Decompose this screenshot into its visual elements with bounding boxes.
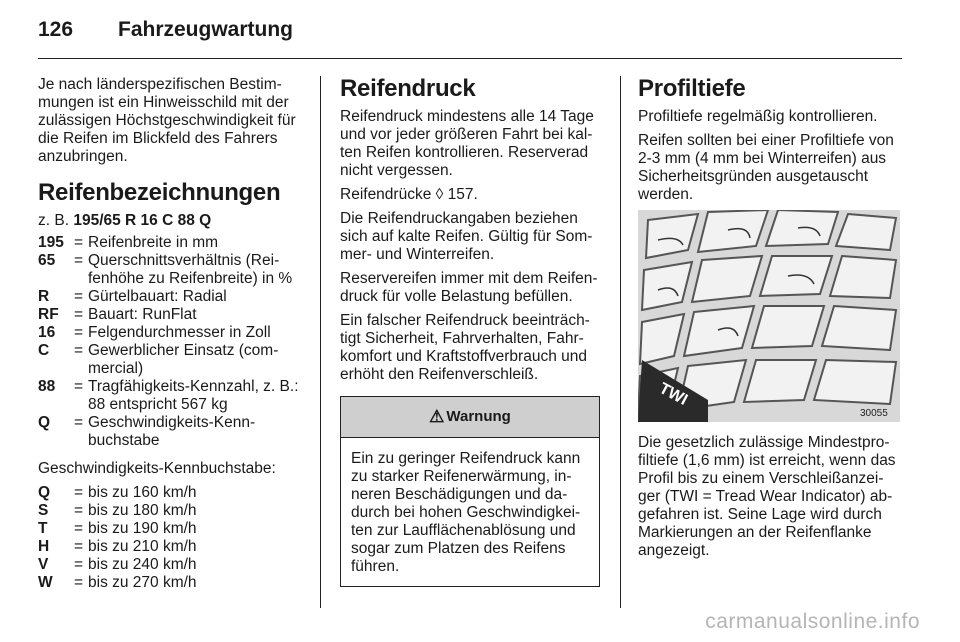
designation-row-equals: =: [74, 306, 84, 323]
designation-row-equals: =: [74, 414, 84, 431]
speed-row-key: Q: [38, 484, 51, 501]
designation-row: [38, 306, 306, 324]
designation-row-equals: =: [74, 288, 84, 305]
designation-row-key: RF: [38, 306, 59, 323]
designation-row-value: Felgendurchmesser in Zoll: [88, 324, 271, 341]
designation-row-key: C: [38, 342, 50, 359]
designation-row-value: Geschwindigkeits-Kenn-buchstabe: [88, 414, 256, 449]
speed-row: [38, 484, 306, 502]
pressure-reference-page[interactable]: 157.: [447, 186, 478, 203]
speed-row-equals: =: [74, 538, 84, 555]
designation-row-value: Querschnittsverhältnis (Rei-fenhöhe zu Reifenbreite) in %: [88, 252, 293, 287]
speed-row-key: W: [38, 574, 53, 591]
tread-paragraph-3: Die gesetzlich zulässige Mindestpro-filtiefe (1,6 mm) ist erreicht, wenn das Profil bis zu einem Verschleißanzei-ger (TWI = Tread Wear Indicator) ab-gefahren ist. Seine Lage wird durch Markierungen an der Reifenflanke angezeigt.: [638, 434, 896, 559]
section-heading-tire-designations: Reifenbezeichnungen: [38, 179, 281, 206]
speed-list: [38, 484, 306, 592]
speed-row-value: bis zu 190 km/h: [88, 520, 197, 537]
speed-row-equals: =: [74, 520, 84, 537]
speed-row-equals: =: [74, 502, 84, 519]
designation-row-key: Q: [38, 414, 51, 431]
speed-row-key: H: [38, 538, 50, 555]
warning-icon: ⚠: [429, 407, 445, 426]
speed-row: [38, 502, 306, 520]
designation-row-value: Gürtelbauart: Radial: [88, 288, 227, 305]
designation-row: [38, 414, 306, 450]
speed-heading: Geschwindigkeits-Kennbuchstabe:: [38, 460, 276, 477]
speed-row-value: bis zu 240 km/h: [88, 556, 197, 573]
warning-title: Warnung: [446, 408, 511, 425]
designation-row-equals: =: [74, 378, 84, 395]
example-line: [38, 212, 306, 230]
pressure-paragraph-4: Reservereifen immer mit dem Reifen-druck für volle Belastung befüllen.: [340, 270, 598, 305]
warning-box: [340, 396, 600, 587]
speed-row-key: T: [38, 520, 48, 537]
speed-row-value: bis zu 210 km/h: [88, 538, 197, 555]
designation-row-key: 65: [38, 252, 56, 269]
page-reference-icon: ◊: [435, 186, 444, 203]
designation-row-value: Bauart: RunFlat: [88, 306, 197, 323]
page-header: [38, 18, 293, 48]
designation-row-value: Reifenbreite in mm: [88, 234, 219, 251]
designation-row-equals: =: [74, 252, 84, 269]
figure-number: 30055: [860, 408, 888, 419]
column-tire-designations: [38, 76, 306, 602]
designation-row-value: Tragfähigkeits-Kennzahl, z. B.: 88 entspricht 567 kg: [88, 378, 299, 413]
designation-row: [38, 252, 306, 288]
speed-row-equals: =: [74, 484, 84, 501]
speed-row: [38, 556, 306, 574]
example-code: 195/65 R 16 C 88 Q: [73, 212, 212, 229]
designation-row-key: 16: [38, 324, 56, 341]
column-divider-left: [320, 76, 321, 608]
pressure-paragraph-1: Reifendruck mindestens alle 14 Tage und vor jeder größeren Fahrt bei kal-ten Reifen kontrollieren. Reserverad nicht vergessen.: [340, 108, 594, 179]
speed-row-value: bis zu 180 km/h: [88, 502, 197, 519]
designation-row-value: Gewerblicher Einsatz (com-mercial): [88, 342, 279, 377]
header-divider: [38, 58, 902, 59]
warning-body: Ein zu geringer Reifendruck kann zu starker Reifenerwärmung, in-neren Beschädigungen und da-durch bei hohen Geschwindigkei-ten zur Laufflächenablösung und sogar zum Platzen des Reifens führen.: [351, 450, 581, 575]
twi-label: TWI: [656, 380, 691, 409]
pressure-reference: [340, 186, 604, 204]
example-prefix: z. B.: [38, 212, 70, 229]
designation-list: [38, 234, 306, 450]
designation-row-key: 195: [38, 234, 64, 251]
speed-row-key: S: [38, 502, 49, 519]
section-heading-tread-depth: Profiltiefe: [638, 75, 746, 102]
speed-row-value: bis zu 270 km/h: [88, 574, 197, 591]
column-divider-right: [620, 76, 621, 608]
designation-row-equals: =: [74, 342, 84, 359]
column-tread-depth: [638, 76, 904, 566]
speed-row-equals: =: [74, 574, 84, 591]
designation-row-equals: =: [74, 324, 84, 341]
intro-paragraph: Je nach länderspezifischen Bestim-mungen ist ein Hinweisschild mit der zulässigen Höchstgeschwindigkeit für die Reifen im Blickfeld des Fahrers anzubringen.: [38, 76, 296, 165]
speed-row: [38, 538, 306, 556]
section-heading-tire-pressure: Reifendruck: [340, 75, 476, 102]
page-title: Fahrzeugwartung: [118, 18, 294, 41]
tread-paragraph-1: Profiltiefe regelmäßig kontrollieren.: [638, 108, 878, 125]
designation-row: [38, 288, 306, 306]
page-number: 126: [38, 18, 74, 41]
designation-row-key: R: [38, 288, 50, 305]
tread-paragraph-2: Reifen sollten bei einer Profiltiefe von 2-3 mm (4 mm bei Winterreifen) aus Sicherheitsgründen ausgetauscht werden.: [638, 132, 894, 203]
designation-row: [38, 378, 306, 414]
pressure-paragraph-3: Die Reifendruckangaben beziehen sich auf kalte Reifen. Gültig für Som-mer- und Winterreifen.: [340, 210, 593, 263]
designation-row-key: 88: [38, 378, 56, 395]
pressure-reference-text: Reifendrücke: [340, 186, 432, 203]
tire-tread-illustration: [638, 210, 900, 422]
pressure-paragraph-5: Ein falscher Reifendruck beeinträch-tigt Sicherheit, Fahrverhalten, Fahr-komfort und Kraftstoffverbrauch und erhöht den Reifenverschleiß.: [340, 312, 590, 383]
designation-row: [38, 324, 306, 342]
speed-row-key: V: [38, 556, 49, 573]
tire-tread-drawing: [638, 210, 900, 422]
designation-row-equals: =: [74, 234, 84, 251]
designation-row: [38, 234, 306, 252]
warning-header: [341, 397, 599, 438]
designation-row: [38, 342, 306, 378]
column-tire-pressure: [340, 76, 604, 587]
speed-row: [38, 574, 306, 592]
speed-row: [38, 520, 306, 538]
speed-row-equals: =: [74, 556, 84, 573]
speed-row-value: bis zu 160 km/h: [88, 484, 197, 501]
watermark: carmanualsonline.info: [705, 610, 920, 633]
